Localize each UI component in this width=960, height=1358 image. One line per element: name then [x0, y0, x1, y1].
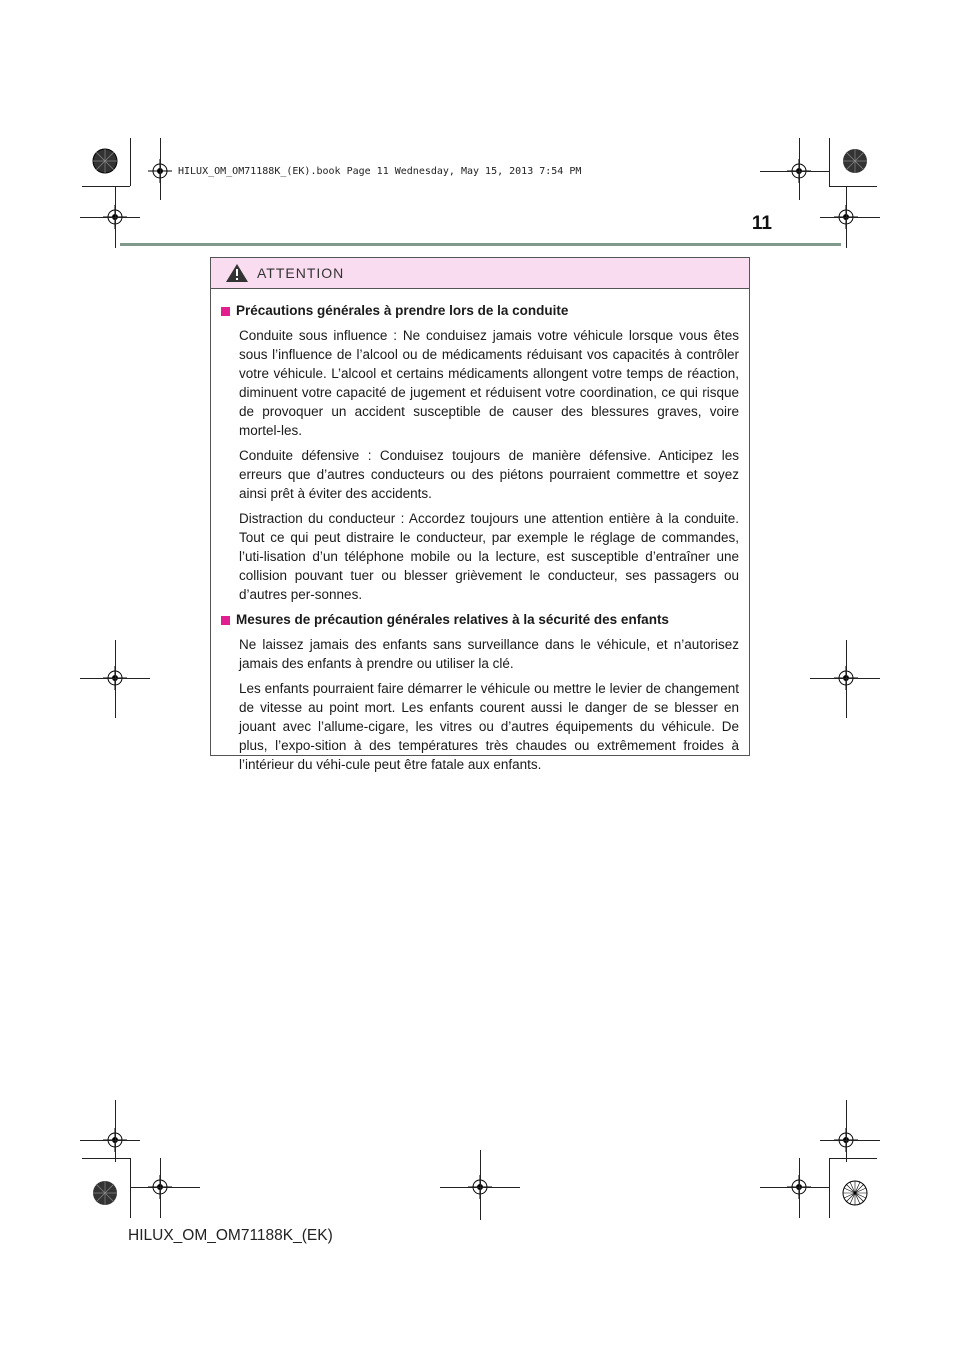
- registration-line: [115, 640, 116, 718]
- section-heading: Mesures de précaution générales relatives à la sécurité des enfants: [236, 612, 669, 627]
- paragraph: Les enfants pourraient faire démarrer le véhicule ou mettre le levier de changement de vitesse au point mort. Les enfants courent aussi le danger de se blesser en jouant avec l’allume-cigare, les vitres ou d’autres équipements du véhicule. De plus, l’expo-sition à des températures très chaudes ou extrêmement froides à l’intérieur du véhi-cule peut être fatale aux enfants.: [239, 681, 739, 772]
- rosette-top-left-icon: [92, 148, 118, 174]
- registration-line: [130, 1187, 200, 1188]
- attention-body: [211, 289, 749, 774]
- registration-line: [480, 1150, 481, 1220]
- registration-line: [80, 678, 150, 679]
- bullet-square-icon: [221, 307, 230, 316]
- registration-line: [820, 1140, 880, 1141]
- rosette-top-right-icon: [842, 148, 868, 174]
- header-rule: [120, 243, 841, 246]
- registration-line: [760, 171, 830, 172]
- registration-line: [80, 1140, 140, 1141]
- warning-triangle-icon: [225, 263, 249, 283]
- registration-line: [799, 1158, 800, 1218]
- attention-box: [210, 257, 750, 772]
- bullet-square-icon: [221, 616, 230, 625]
- registration-line: [160, 1158, 161, 1218]
- book-header: HILUX_OM_OM71188K_(EK).book Page 11 Wednesday, May 15, 2013 7:54 PM: [178, 166, 582, 177]
- registration-line: [810, 678, 880, 679]
- attention-header: [211, 258, 749, 289]
- paragraph: Ne laissez jamais des enfants sans surveillance dans le véhicule, et n’autorisez jamais des enfants à prendre ou utiliser la clé.: [239, 637, 739, 671]
- registration-line: [115, 186, 116, 248]
- section-children: [221, 610, 739, 774]
- rosette-bottom-left-icon: [92, 1180, 118, 1206]
- registration-line: [160, 138, 161, 200]
- paragraph: Distraction du conducteur : Accordez toujours une attention entière à la conduite. Tout ce qui peut distraire le conducteur, par exemple le réglage de commandes, l’uti-lisation d’un téléphone mobile ou la lecture, est susceptible d’entraîner une collision pouvant tuer ou blesser grièvement le conducteur, ses passagers ou d’autres per-sonnes.: [239, 511, 739, 602]
- registration-line: [820, 217, 880, 218]
- attention-title: ATTENTION: [257, 265, 345, 281]
- page-number: 11: [751, 213, 772, 234]
- section-driving: [221, 301, 739, 604]
- rosette-bottom-right-icon: [842, 1180, 868, 1206]
- registration-line: [80, 217, 140, 218]
- registration-line: [115, 1100, 116, 1162]
- registration-line: [846, 186, 847, 248]
- paragraph: Conduite sous influence : Ne conduisez jamais votre véhicule lorsque vous êtes sous l’influence de l’alcool ou de médicaments réduisant vos capacités à contrôler votre véhicule. L’alcool et certains médicaments allongent votre temps de réaction, diminuent votre capacité de jugement et réduisent votre coordination, ce qui risque de provoquer un accident susceptible de causer des blessures graves, voire mortel-les.: [239, 328, 739, 438]
- section-heading: Précautions générales à prendre lors de la conduite: [236, 303, 569, 318]
- paragraph: Conduite défensive : Conduisez toujours de manière défensive. Anticipez les erreurs que d’autres conducteurs ou des piétons pourraient commettre et soyez ainsi prêt à éviter des accidents.: [239, 448, 739, 501]
- registration-line: [760, 1187, 830, 1188]
- registration-line: [799, 138, 800, 200]
- registration-line: [846, 640, 847, 718]
- registration-line: [846, 1100, 847, 1162]
- document-code: HILUX_OM_OM71188K_(EK): [128, 1227, 333, 1244]
